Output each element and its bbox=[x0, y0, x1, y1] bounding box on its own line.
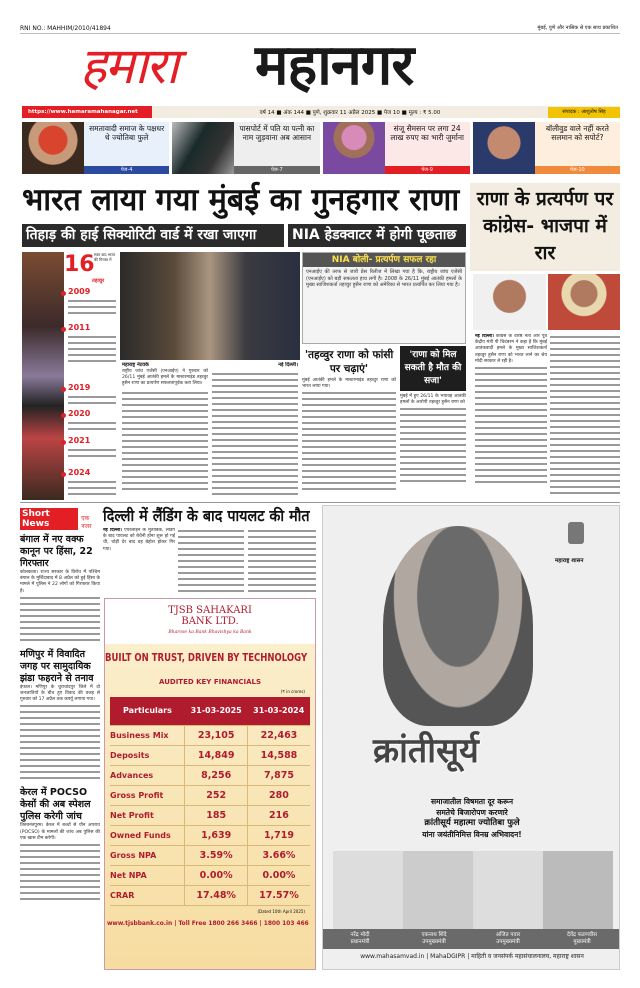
divider bbox=[20, 502, 620, 503]
leader-name: नरेंद्र मोदी bbox=[350, 932, 370, 938]
table-cell-label: Deposits bbox=[110, 745, 185, 765]
ad-footer[interactable]: www.mahasamvad.in | MahaDGIPR | माहिती व जनसंपर्क महासंचालनालय, महाराष्ट्र शासन bbox=[360, 953, 584, 960]
timeline-dot bbox=[61, 413, 66, 418]
lead-subhead-nia: NIA हेडक्वाटर में होगी पूछताछ bbox=[288, 224, 466, 247]
short-news-headline: बंगाल में नए वक्फ कानून पर हिंसा, 22 गिरफ्तार bbox=[20, 534, 93, 569]
table-cell-value: 14,588 bbox=[247, 745, 310, 765]
table-cell-value: 7,875 bbox=[247, 765, 310, 785]
teaser-title: बॉलीवुड वाले नहीं करते सलमान को सपोर्ट? bbox=[545, 124, 609, 142]
table-row bbox=[110, 845, 310, 865]
delhi-body: एयरलाइन के मुताबिक, लैंडिंग के बाद पायलट को बेचैनी होना शुरू हो गई थी, थोड़ी देर बाद वह बेहोश होकर गिर गया। bbox=[103, 528, 175, 552]
timeline-year: 2021 bbox=[68, 436, 91, 445]
table-cell-label: Net Profit bbox=[110, 805, 185, 825]
right-body-lines bbox=[475, 365, 547, 485]
timeline-year: 2009 bbox=[68, 287, 91, 296]
table-cell-value: 1,719 bbox=[247, 825, 310, 845]
timeline-dot bbox=[61, 472, 66, 477]
teaser-passport[interactable] bbox=[172, 122, 319, 174]
leaders-photo bbox=[333, 851, 613, 929]
timeline-dot bbox=[61, 440, 66, 445]
delhi-body-lines bbox=[248, 528, 316, 594]
teaser-photo bbox=[473, 122, 535, 174]
timeline-text bbox=[68, 420, 116, 432]
table-cell-value: 17.48% bbox=[185, 885, 248, 905]
timeline-year: 2019 bbox=[68, 383, 91, 392]
right-col1 bbox=[475, 334, 547, 500]
leader-role: प्रधानमंत्री bbox=[350, 939, 370, 945]
timeline-dot bbox=[61, 327, 66, 332]
delhi-dateline: नई दिल्ली। bbox=[103, 528, 122, 533]
nia-box bbox=[302, 252, 466, 344]
tjsb-unit: (₹ in crores) bbox=[280, 689, 305, 694]
delhi-col1 bbox=[103, 528, 175, 594]
teaser-title: समतावादी समाज के पक्षधर थे ज्योतिबा फुले bbox=[89, 124, 165, 142]
chidambaram-photo bbox=[473, 274, 546, 330]
table-cell-label: Advances bbox=[110, 765, 185, 785]
timeline-number: 16 bbox=[64, 252, 95, 277]
table-cell-value: 17.57% bbox=[247, 885, 310, 905]
short-news-headline: मणिपुर में विवादित जगह पर सामुदायिक झंडा फहराने से तनाव bbox=[20, 648, 94, 684]
table-cell-value: 0.00% bbox=[185, 865, 248, 885]
teaser-title: पासपोर्ट में पति या पत्नी का नाम जुड़वाना अब आसान bbox=[239, 124, 315, 142]
story-death-penalty-body: मुंबई में हुए 26/11 के भयावह आतंकी हमलों के आरोपी तहव्वुर हुसैन राणा को bbox=[400, 394, 466, 406]
table-cell-label: Owned Funds bbox=[110, 825, 185, 845]
teaser-page: पेज-4 bbox=[84, 166, 169, 174]
tjsb-headline: BUILT ON TRUST, DRIVEN BY TECHNOLOGY bbox=[105, 652, 308, 664]
lead-subhead-tihar: तिहाड़ की हाई सिक्योरिटी वार्ड में रखा जाएगा bbox=[22, 224, 284, 247]
table-cell-label: Business Mix bbox=[110, 725, 185, 745]
leader-role: उपमुख्यमंत्री bbox=[422, 939, 446, 945]
timeline-year: 2024 bbox=[68, 468, 91, 477]
timeline-dot bbox=[61, 387, 66, 392]
table-row bbox=[110, 765, 310, 785]
timeline-text bbox=[68, 334, 116, 366]
right-body: कांग्रेस के वरिष्ठ नेता और पूर्व केंद्रीय मंत्री पी चिदंबरम ने कहा है कि मुंबई आतंकवादी हमले के मुख्य साजिशकर्ता तहव्वुर हुसैन राणा को भारत लाने का श्रेय मोदी सरकार ले रही है। bbox=[475, 334, 547, 364]
story-death-penalty-headline: 'राणा को मिल सकती है मौत की सजा' bbox=[400, 346, 466, 391]
short-news-lines bbox=[20, 595, 100, 645]
short-news-lines bbox=[20, 842, 100, 902]
leader-role: मुख्यमंत्री bbox=[573, 939, 591, 945]
short-news-column bbox=[20, 508, 100, 902]
nia-box-heading: NIA बोली- प्रत्यर्पण सफल रहा bbox=[303, 253, 465, 267]
table-cell-value: 216 bbox=[247, 805, 310, 825]
editor-badge: संपादक : आशुतोष सिंह bbox=[548, 107, 620, 118]
right-body-lines bbox=[550, 334, 620, 498]
teaser-page: पेज-9 bbox=[385, 166, 470, 174]
teaser-samson[interactable] bbox=[323, 122, 470, 174]
table-cell-label: CRAR bbox=[110, 885, 185, 905]
emblem-icon bbox=[568, 522, 584, 544]
story-hang-rana-body: मुंबई आतंकी हमले के मास्टरमाइंड तहव्वुर राणा को भारत लाया गया। bbox=[302, 378, 396, 390]
timeline-dot bbox=[61, 291, 66, 296]
table-cell-label: Gross Profit bbox=[110, 785, 185, 805]
teaser-photo bbox=[323, 122, 385, 174]
rni-number: RNI NO.: MAHHIM/2010/41894 bbox=[20, 25, 111, 32]
teaser-salman[interactable] bbox=[473, 122, 620, 174]
ad-line: क्रांतीसूर्य महात्मा ज्योतिबा फुले bbox=[424, 818, 520, 828]
teaser-page: पेज-7 bbox=[234, 166, 319, 174]
table-cell-label: Gross NPA bbox=[110, 845, 185, 865]
short-news-body: इंफाल। मणिपुर के चुराचांदपुर जिले में दो जनजातियों के बीच हुए विवाद की वजह से गुरुवार को 17 अप्रैल तक कर्फ्यू लगाया गया। bbox=[20, 684, 100, 703]
teaser-phule[interactable] bbox=[22, 122, 169, 174]
timeline-year: 2011 bbox=[68, 323, 91, 332]
leader-role: उपमुख्यमंत्री bbox=[496, 939, 520, 945]
right-dateline: नई दिल्ली। bbox=[475, 334, 494, 339]
leader-name: एकनाथ शिंदे bbox=[421, 932, 447, 938]
table-cell-value: 22,463 bbox=[247, 725, 310, 745]
lead-body: राष्ट्रीय जांच एजेंसी (एनआईए) ने गुरुवार को 26/11 मुंबई आतंकी हमले के मास्टरमाइंड तहव्वुर हुसैन राणा का प्रत्यर्पण सफलतापूर्वक करा लिया। bbox=[122, 369, 208, 387]
teaser-title: संजू सैमसन पर लगा 24 लाख रुपए का भारी जुर्माना bbox=[390, 124, 464, 142]
story-death-penalty bbox=[400, 346, 466, 500]
ad-title: क्रांतीसूर्य bbox=[373, 731, 479, 771]
timeline-text bbox=[68, 298, 116, 314]
timeline-head: साल बाद भारत की गिरफ्त में bbox=[94, 252, 116, 262]
teaser-page: पेज-10 bbox=[535, 166, 620, 174]
tjsb-financials-table bbox=[110, 697, 310, 906]
table-row bbox=[110, 865, 310, 885]
table-row bbox=[110, 885, 310, 905]
table-cell-value: 252 bbox=[185, 785, 248, 805]
table-cell-value: 3.66% bbox=[247, 845, 310, 865]
ad-line: समाजातील विषमता दूर करून bbox=[430, 797, 514, 806]
issue-meta: वर्ष 14 ■ अंक 144 ■ पुणे, शुक्रवार 11 अप्रैल 2025 ■ पेज 10 ■ मूल्य : ₹ 5.00 bbox=[259, 110, 441, 116]
phule-portrait bbox=[383, 526, 533, 726]
lead-col2 bbox=[212, 362, 298, 500]
table-cell-value: 1,639 bbox=[185, 825, 248, 845]
short-news-tag: एक नजर bbox=[81, 515, 92, 530]
tjsb-dated: (Dated 10th April 2025) bbox=[257, 908, 305, 914]
short-news-title: Short News bbox=[20, 508, 78, 530]
table-row bbox=[110, 825, 310, 845]
edition-tagline: मुंबई, पुणे और नासिक से एक साथ प्रकाशित bbox=[537, 25, 618, 31]
maharashtra-govt-ad[interactable] bbox=[322, 505, 620, 970]
table-row bbox=[110, 785, 310, 805]
timeline-text bbox=[68, 479, 116, 497]
short-news-body: कोलकाता। राज्य सरकार के विरोध में पश्चिम बंगाल के मुर्शिदाबाद में 8 अप्रैल को हुई हिंसा के मामले में पुलिस ने 22 लोगों को गिरफ्तार किया है। bbox=[20, 570, 100, 594]
column-header: 31-03-2025 bbox=[185, 697, 248, 725]
story-body-lines bbox=[400, 406, 466, 486]
leader-photos bbox=[473, 274, 620, 330]
table-cell-value: 3.59% bbox=[185, 845, 248, 865]
tjsb-bank-ad[interactable] bbox=[104, 598, 316, 970]
ad-line: समतेचे बिजारोपण करणारे bbox=[436, 808, 508, 817]
ad-line: यांना जयंतीनिमित्त विनम्र अभिवादन! bbox=[422, 830, 522, 839]
timeline-name: तहव्वुर bbox=[92, 278, 105, 284]
lead-headline: भारत लाया गया मुंबई का गुनहगार राणा bbox=[22, 182, 460, 218]
table-cell-label: Net NPA bbox=[110, 865, 185, 885]
tjsb-logo: TJSB SAHAKARI BANK LTD. Bharose ka Bank Bhavishya ka Bank bbox=[168, 605, 252, 635]
lead-body-col2 bbox=[212, 371, 298, 499]
table-row bbox=[110, 725, 310, 745]
story-body-lines bbox=[302, 390, 396, 490]
leader-name: अजित पवार bbox=[495, 932, 521, 938]
masthead-logo-hamara: हमारा bbox=[80, 37, 177, 95]
timeline-text bbox=[68, 394, 116, 406]
teaser-photo bbox=[172, 122, 234, 174]
dateline: नई दिल्ली। bbox=[278, 362, 298, 368]
delhi-body-lines bbox=[178, 528, 244, 594]
teaser-strip bbox=[22, 122, 620, 174]
table-cell-value: 185 bbox=[185, 805, 248, 825]
table-cell-value: 14,849 bbox=[185, 745, 248, 765]
tjsb-subhead: AUDITED KEY FINANCIALS bbox=[159, 678, 261, 686]
short-news-lines bbox=[20, 703, 100, 783]
bjp-leader-photo bbox=[548, 274, 621, 330]
website-link[interactable]: https://www.hamaramahanagar.net bbox=[22, 106, 152, 118]
nia-escort-photo bbox=[120, 252, 300, 360]
lead-col1 bbox=[122, 362, 208, 500]
column-header: 31-03-2024 bbox=[247, 697, 310, 725]
timeline-text bbox=[68, 447, 116, 459]
story-hang-rana-headline: 'तहव्वुर राणा को फांसी पर चढ़ाएं' bbox=[304, 349, 394, 375]
info-bar bbox=[22, 106, 620, 118]
tjsb-contact[interactable]: www.tjsbbank.co.in | Toll Free 1800 266 3466 | 1800 103 466 bbox=[107, 919, 309, 927]
lead-body-continued bbox=[122, 390, 208, 490]
govt-label: महाराष्ट्र शासन bbox=[555, 558, 584, 564]
column-header: Particulars bbox=[110, 697, 185, 725]
table-row bbox=[110, 745, 310, 765]
leader-name: देवेंद्र फडणवीस bbox=[566, 932, 597, 938]
nia-box-body: एनआईए की तरफ से जारी प्रेस रिलीज में लिखा गया है कि, राष्ट्रीय जांच एजेंसी (एनआईए) को बड़ी सफलता हाथ लगी है। 2008 के 26/11 मुंबई आतंकी हमलों के मुख्य साजिशकर्ता तहव्वुर हुसैन राणा को अमेरिका से भारत प्रत्यर्पित कर लिया गया है। bbox=[306, 269, 462, 288]
table-cell-value: 280 bbox=[247, 785, 310, 805]
right-headline: राणा के प्रत्यर्पण पर कांग्रेस- भाजपा में रार bbox=[470, 183, 620, 271]
masthead-logo-mahanagar: महानगर bbox=[255, 33, 414, 98]
table-cell-value: 0.00% bbox=[247, 865, 310, 885]
table-row bbox=[110, 805, 310, 825]
timeline-year: 2020 bbox=[68, 409, 91, 418]
table-cell-value: 23,105 bbox=[185, 725, 248, 745]
teaser-photo bbox=[22, 122, 84, 174]
delhi-headline: दिल्ली में लैंडिंग के बाद पायलट की मौत bbox=[103, 507, 310, 525]
story-hang-rana bbox=[302, 348, 396, 500]
short-news-body: तिरुवनंतपुरम। केरल में बच्चों से यौन अपराध (POCSO) के मामलों की जांच अब पुलिस की एक खास टीम करेगी। bbox=[20, 823, 100, 841]
table-cell-value: 8,256 bbox=[185, 765, 248, 785]
short-news-headline: केरल में POCSO केसों की अब स्पेशल पुलिस करेगी जांच bbox=[20, 787, 91, 823]
photo-credit: महाराष्ट्र नेटवर्क bbox=[122, 362, 149, 368]
